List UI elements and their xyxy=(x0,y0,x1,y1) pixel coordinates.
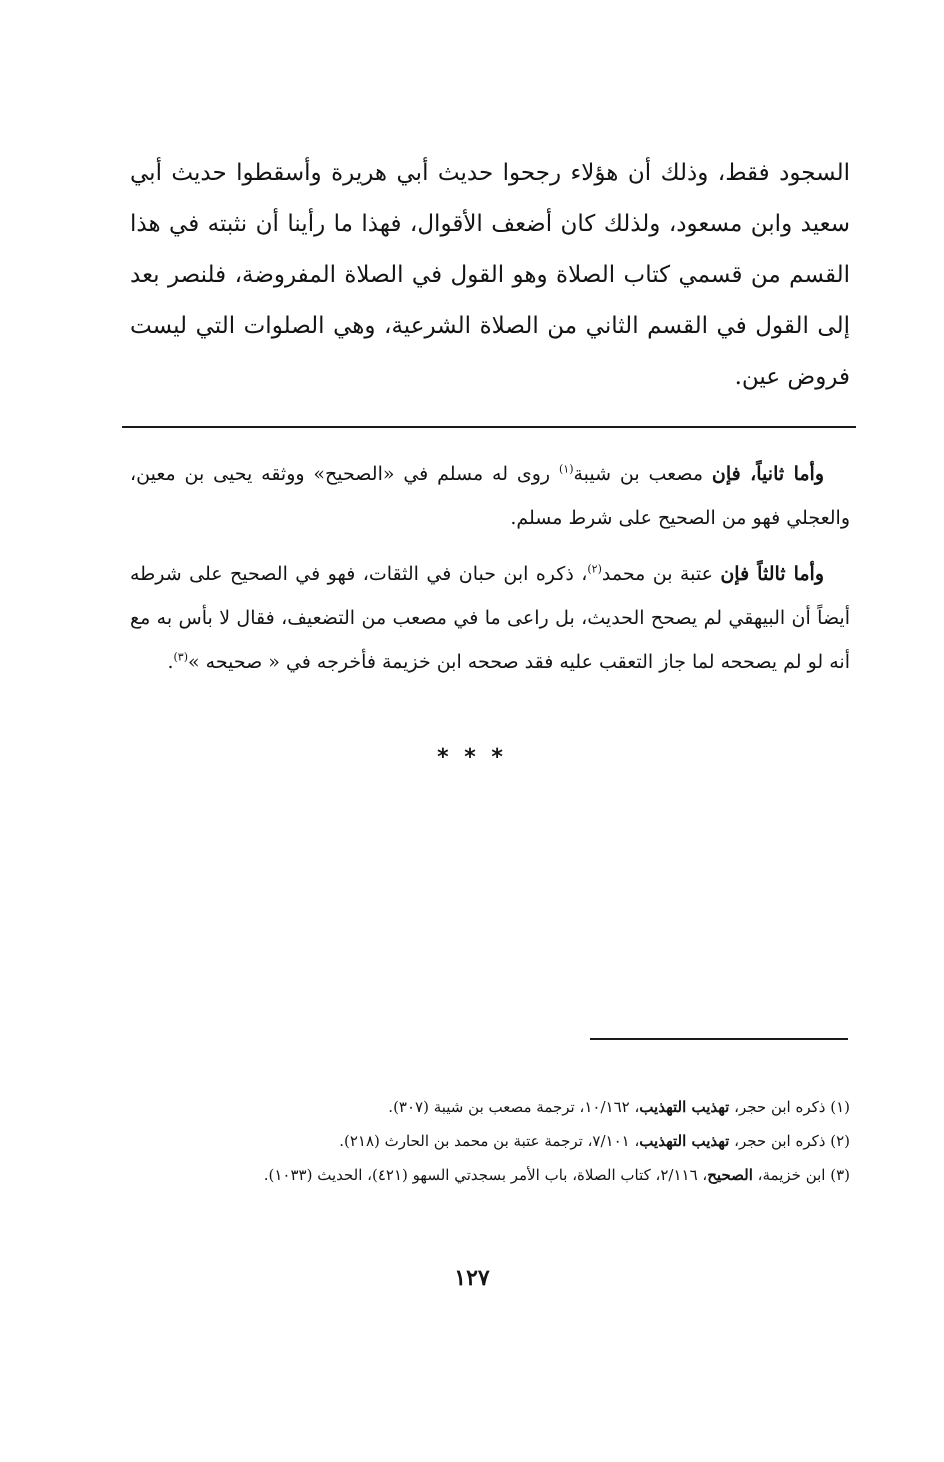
commentary-text: مصعب بن شيبة xyxy=(573,463,712,485)
footnotes-block xyxy=(130,1090,850,1192)
footnote-divider xyxy=(590,1038,848,1040)
footnote-number: (٣) xyxy=(830,1166,850,1184)
commentary-text: . xyxy=(167,651,174,673)
footnote-source-title: تهذيب التهذيب xyxy=(639,1132,730,1150)
footnote-reference[interactable]: (١) xyxy=(558,462,574,476)
commentary-block xyxy=(130,452,850,696)
footnote-2 xyxy=(130,1124,850,1158)
section-separator: * * * xyxy=(437,745,507,770)
main-paragraph: السجود فقط، وذلك أن هؤلاء رجحوا حديث أبي هريرة وأسقطوا حديث أبي سعيد وابن مسعود، ولذلك كان أضعف الأقوال، فهذا ما رأينا أن نثبته في هذا القسم من قسمي كتاب الصلاة وهو القول في الصلاة المفروضة، فلنصر بعد إلى القول في القسم الثاني من الصلاة الشرعية، وهي الصلوات التي ليست فروض عين. xyxy=(130,160,850,390)
footnote-text: ذكره ابن حجر، xyxy=(729,1132,831,1150)
commentary-text: روى له مسلم في «الصحيح» ووثقه يحيى بن معين، والعجلي فهو من الصحيح على شرط مسلم. xyxy=(130,463,850,529)
footnote-text: ذكره ابن حجر، xyxy=(729,1098,831,1116)
footnote-source-title: الصحيح xyxy=(707,1166,753,1184)
footnote-text: ابن خزيمة، xyxy=(752,1166,831,1184)
footnote-reference[interactable]: (٣) xyxy=(173,650,189,664)
commentary-divider xyxy=(122,426,856,428)
commentary-paragraph-1 xyxy=(130,452,850,540)
footnote-reference[interactable]: (٢) xyxy=(587,562,602,576)
footnote-number: (٢) xyxy=(830,1132,850,1150)
commentary-lead: وأما ثالثاً فإن xyxy=(720,563,824,585)
footnote-text: ، ١٠/١٦٢، ترجمة مصعب بن شيبة (٣٠٧). xyxy=(388,1098,640,1116)
footnote-text: ، ٧/١٠١، ترجمة عتبة بن محمد بن الحارث (٢١٨). xyxy=(339,1132,640,1150)
footnote-number: (١) xyxy=(830,1098,850,1116)
page-number: ١٢٧ xyxy=(454,1265,490,1291)
commentary-paragraph-2 xyxy=(130,552,850,684)
footnote-text: ، ٢/١١٦، كتاب الصلاة، باب الأمر بسجدتي السهو (٤٢١)، الحديث (١٠٣٣). xyxy=(263,1166,708,1184)
footnote-source-title: تهذيب التهذيب xyxy=(639,1098,730,1116)
main-text-block xyxy=(130,148,850,403)
commentary-lead: وأما ثانياً، فإن xyxy=(711,463,825,485)
commentary-text: عتبة بن محمد xyxy=(601,563,721,585)
commentary-text: ، ذكره ابن حبان في الثقات، فهو في الصحيح على شرطه أيضاً أن البيهقي لم يصحح الحديث، بل راعى ما في مصعب من التضعيف، فقال لا بأس به مع أنه لو لم يصححه لما جاز التعقب عليه فقد صححه ابن خزيمة فأخرجه في « صحيحه » xyxy=(130,563,850,673)
footnote-3 xyxy=(130,1158,850,1192)
footnote-1 xyxy=(130,1090,850,1124)
